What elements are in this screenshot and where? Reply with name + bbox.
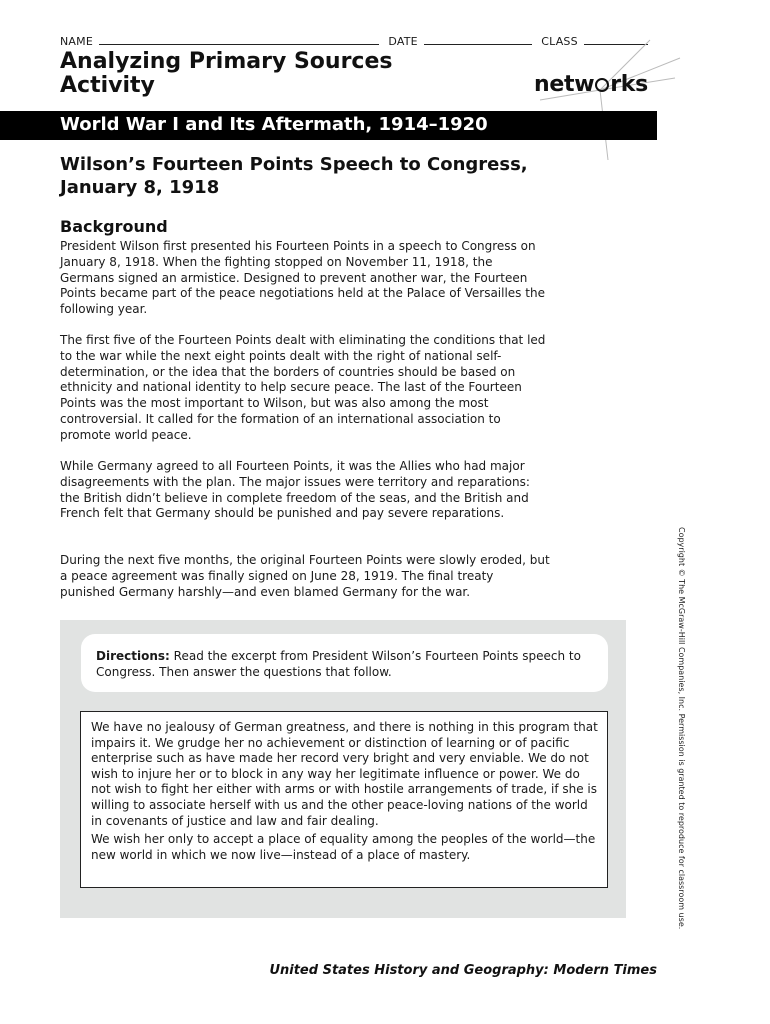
background-paragraph-4: During the next five months, the original Fourteen Points were slowly eroded, but a peace agreement was finally signed on June 28, 1919. The final treaty punished Germany harshly—and even blamed Germany for the war. <box>60 553 550 599</box>
networks-logo: netw rks <box>534 72 648 97</box>
background-paragraph-1: President Wilson first presented his Fourteen Points in a speech to Congress on January 8, 1918. When the fighting stopped on November 11, 1918, the Germans signed an armistice. Designed to prevent another war, the Fourteen Points became part of the peace negotiations held at the Palace of Versailles the following year. <box>60 239 545 317</box>
chapter-banner <box>0 111 657 140</box>
logo-ring-icon <box>595 78 609 92</box>
speech-title-line-2: January 8, 1918 <box>60 177 220 198</box>
name-blank <box>99 34 379 45</box>
background-heading: Background <box>60 217 168 236</box>
excerpt-paragraph-2: We wish her only to accept a place of equality among the peoples of the world—the new world in which we now live—instead of a place of mastery. <box>91 832 596 862</box>
speech-title <box>60 153 580 199</box>
logo-burst-lines <box>500 30 690 170</box>
directions-text: Read the excerpt from President Wilson’s Fourteen Points speech to Congress. Then answer the questions that follow. <box>96 649 581 679</box>
copyright-notice: Copyright © The McGraw-Hill Companies, Inc. Permission is granted to reproduce for classroom use. <box>677 527 686 930</box>
directions-label: Directions: <box>96 649 170 663</box>
title-line-2: Activity <box>60 73 155 98</box>
name-label: NAME <box>60 35 93 48</box>
background-paragraph-2: The first five of the Fourteen Points dealt with eliminating the conditions that led to the war while the next eight points dealt with the right of national self-determination, or the idea that the borders of countries should be based on ethnicity and national identity to help secure peace. The last of the Fourteen Points was the most important to Wilson, but was also among the most controversial. It called for the formation of an international association to promote world peace. <box>60 333 546 442</box>
speech-title-line-1: Wilson’s Fourteen Points Speech to Congress, <box>60 154 528 175</box>
directions-box <box>81 634 608 692</box>
chapter-title: World War I and Its Aftermath, 1914–1920 <box>60 114 488 135</box>
speech-excerpt-box <box>80 711 608 888</box>
excerpt-paragraph-1: We have no jealousy of German greatness, and there is nothing in this program that impairs it. We grudge her no achievement or distinction of learning or of pacific enterprise such as have made her record very bright and very enviable. We do not wish to injure her or to block in any way her legitimate influence or power. We do not wish to fight her either with arms or with hostile arrangements of trade, if she is willing to associate herself with us and the other peace-loving nations of the world in covenants of justice and law and fair dealing. <box>91 720 598 828</box>
class-label: CLASS <box>541 35 578 48</box>
date-label: DATE <box>388 35 418 48</box>
page-title <box>60 50 393 98</box>
book-title-footer: United States History and Geography: Modern Times <box>269 963 657 978</box>
background-paragraph-3: While Germany agreed to all Fourteen Points, it was the Allies who had major disagreements with the plan. The major issues were territory and reparations: the British didn’t believe in complete freedom of the seas, and the British and French felt that Germany should be punished and pay severe reparations. <box>60 459 530 521</box>
title-line-1: Analyzing Primary Sources <box>60 49 393 74</box>
